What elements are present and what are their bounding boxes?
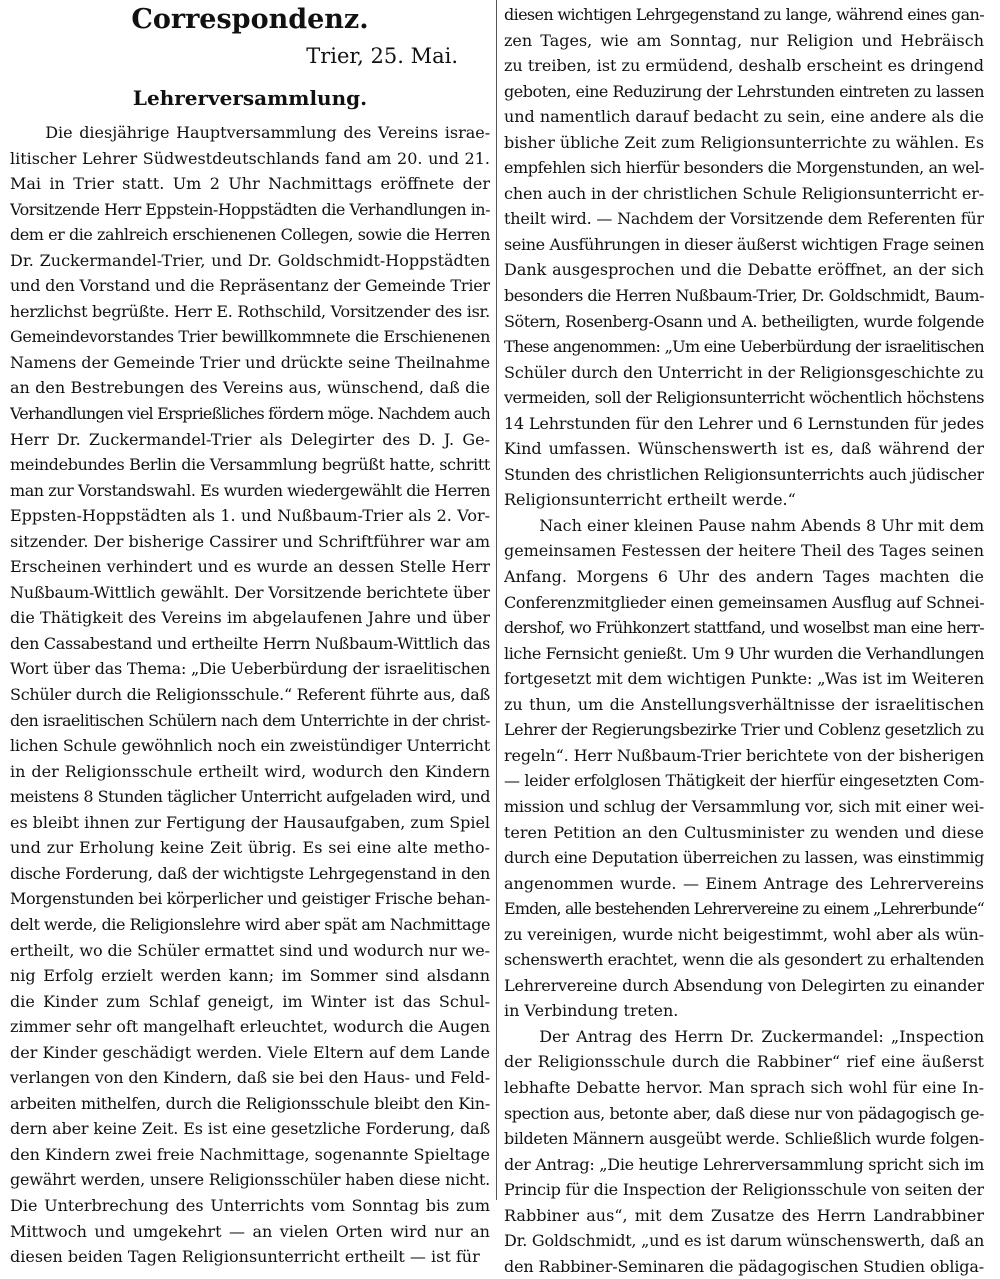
- text-line: Der Antrag des Herrn Dr. Zuckermandel: „Inspection: [539, 1026, 984, 1046]
- text-line: meistens 8 Stunden täglicher Unterricht aufgeladen wird, und: [10, 787, 490, 807]
- text-line: lebhafte Debatte hervor. Man sprach sich wohl für eine In-: [504, 1077, 984, 1097]
- right-column: [504, 0, 984, 1279]
- text-line: den Cassabestand und ertheilte Herrn Nußbaum-Wittlich das: [10, 633, 490, 653]
- text-line: der Religionsschule durch die Rabbiner“ rief eine äußerst: [504, 1052, 984, 1072]
- text-line: den Kindern zwei freie Nachmittage, sogenannte Spieltage: [10, 1144, 490, 1164]
- text-line: diesen beiden Tagen Religionsunterricht ertheilt — ist für: [10, 1247, 480, 1267]
- text-line: Mai in Trier statt. Um 2 Uhr Nachmittags eröffnete der: [10, 174, 490, 194]
- text-line: arbeiten mithelfen, durch die Religionsschule bleibt den Kin-: [10, 1093, 490, 1113]
- text-line: Dank ausgesprochen und die Debatte eröffnet, an der sich: [504, 260, 984, 280]
- text-line: Sötern, Rosenberg-Osann und A. betheiligten, wurde folgende: [504, 311, 984, 331]
- text-line: Kind umfassen. Wünschenswerth ist es, daß während der: [504, 439, 984, 459]
- text-line: Eppsten-Hoppstädten als 1. und Nußbaum-Trier als 2. Vor-: [10, 506, 490, 526]
- text-line: durch eine Deputation überreichen zu lassen, was einstimmig: [504, 848, 984, 868]
- text-line: dem er die zahlreich erschienenen Collegen, sowie die Herren: [10, 225, 490, 245]
- text-line: besonders die Herren Nußbaum-Trier, Dr. Goldschmidt, Baum-: [504, 286, 984, 306]
- text-line: den israelitischen Schülern nach dem Unterrichte in der christ-: [10, 710, 490, 730]
- text-line: diesen wichtigen Lehrgegenstand zu lange, während eines gan-: [504, 5, 984, 24]
- text-line: zu thun, um die Anstellungsverhältnisse der israelitischen: [504, 694, 984, 714]
- section-heading: Lehrerversammlung.: [132, 86, 368, 110]
- text-line: Rabbiner aus“, mit dem Zusatze des Herrn Landrabbiner: [504, 1205, 984, 1225]
- text-line: Anfang. Morgens 6 Uhr des andern Tages machten die: [504, 567, 984, 587]
- text-line: dern aber keine Zeit. Es ist eine gesetzliche Forderung, daß: [10, 1119, 490, 1139]
- text-line: Stunden des christlichen Religionsunterrichts auch jüdischer: [504, 464, 984, 484]
- text-line: und namentlich darauf bedacht zu sein, eine andere als die: [504, 107, 984, 127]
- text-line: zimmer sehr oft mangelhaft erleuchtet, wodurch die Augen: [10, 1017, 490, 1037]
- text-line: Mittwoch und umgekehrt — an vielen Orten wird nur an: [10, 1221, 490, 1241]
- text-line: die Kinder zum Schlaf geneigt, im Winter ist das Schul-: [10, 991, 490, 1011]
- text-line: liche Fernsicht genießt. Um 9 Uhr wurden die Verhandlungen: [504, 643, 984, 663]
- text-line: empfehlen sich hierfür besonders die Morgenstunden, an wel-: [504, 158, 984, 178]
- text-line: These angenommen: „Um eine Ueberbürdung der israelitischen: [504, 337, 984, 357]
- text-line: regeln“. Herr Nußbaum-Trier berichtete von der bisherigen: [504, 745, 984, 765]
- text-line: an den Bestrebungen des Vereins aus, wünschend, daß die: [10, 378, 490, 398]
- text-line: der Antrag: „Die heutige Lehrerversammlung spricht sich im: [504, 1154, 984, 1174]
- text-line: herzlichst begrüßte. Herr E. Rothschild, Vorsitzender des isr.: [10, 301, 490, 321]
- text-line: teren Petition an den Cultusminister zu wenden und diese: [504, 822, 984, 842]
- text-line: theilt wird. — Nachdem der Vorsitzende dem Referenten für: [504, 209, 984, 229]
- text-line: die Thätigkeit des Vereins im abgelaufenen Jahre und über: [10, 608, 490, 628]
- text-line: Morgenstunden bei körperlicher und geistiger Frische behan-: [10, 889, 490, 909]
- text-line: Namens der Gemeinde Trier und drückte seine Theilnahme: [10, 352, 490, 372]
- text-line: Dr. Goldschmidt, „und es ist darum wünschenswerth, daß an: [504, 1231, 984, 1251]
- text-line: meindebundes Berlin die Versammlung begrüßt hatte, schritt: [10, 455, 490, 475]
- text-line: geboten, eine Reduzirung der Lehrstunden eintreten zu lassen: [504, 81, 984, 101]
- text-line: Wort über das Thema: „Die Ueberbürdung der israelitischen: [10, 659, 490, 679]
- text-line: Lehrer der Regierungsbezirke Trier und Coblenz gesetzlich zu: [504, 720, 984, 740]
- text-line: Schüler durch die Religionsschule.“ Referent führte aus, daß: [10, 685, 490, 705]
- text-line: Nußbaum-Wittlich gewählt. Der Vorsitzende berichtete über: [10, 582, 490, 602]
- text-line: es bleibt ihnen zur Fertigung der Hausaufgaben, zum Spiel: [10, 812, 490, 832]
- text-line: fortgesetzt mit dem wichtigen Punkte: „Was ist im Weiteren: [504, 669, 984, 689]
- dateline: Trier, 25. Mai.: [306, 44, 458, 68]
- text-line: Vorsitzende Herr Eppstein-Hoppstädten die Verhandlungen in-: [10, 199, 490, 219]
- text-line: Princip für die Inspection der Religionsschule von seiten der: [504, 1180, 984, 1200]
- text-line: in der Religionsschule ertheilt wird, wodurch den Kindern: [10, 761, 490, 781]
- text-line: Die Unterbrechung des Unterrichts vom Sonntag bis zum: [10, 1195, 490, 1215]
- text-line: verlangen von den Kindern, daß sie bei den Haus- und Feld-: [10, 1068, 490, 1088]
- text-line: 14 Lehrstunden für den Lehrer und 6 Lernstunden für jedes: [504, 413, 984, 433]
- text-line: Nach einer kleinen Pause nahm Abends 8 Uhr mit dem: [539, 515, 984, 535]
- text-line: Die diesjährige Hauptversammlung des Vereins israe-: [45, 123, 490, 142]
- text-line: Gemeindevorstandes Trier bewillkommnete die Erschienenen: [10, 327, 490, 347]
- text-line: und zur Erholung keine Zeit übrig. Es sei eine alte metho-: [10, 838, 490, 858]
- text-line: — leider erfolglosen Thätigkeit der hierfür eingesetzten Com-: [504, 771, 984, 791]
- text-line: schenswerth erachtet, wenn die als gesondert zu erhaltenden: [504, 950, 984, 970]
- text-line: dische Forderung, daß der wichtigste Lehrgegenstand in den: [10, 863, 490, 883]
- text-line: zu vereinigen, wurde nicht beigestimmt, wohl aber als wün-: [504, 924, 984, 944]
- text-line: delt werde, die Religionslehre wird aber spät am Nachmittage: [10, 914, 490, 934]
- text-line: seine Ausführungen in dieser äußerst wichtigen Frage seinen: [504, 234, 984, 254]
- text-line: litischer Lehrer Südwestdeutschlands fand am 20. und 21.: [10, 148, 490, 168]
- text-line: sitzender. Der bisherige Cassirer und Schriftführer war am: [10, 531, 490, 551]
- column-divider: [496, 0, 497, 1200]
- left-column: [10, 0, 490, 1270]
- text-line: nig Erfolg erzielt werden kann; im Sommer sind alsdann: [10, 966, 490, 986]
- right-column-body: [504, 0, 984, 1279]
- text-line: gemeinsamen Festessen der heitere Theil des Tages seinen: [504, 541, 984, 561]
- text-line: lichen Schule gewöhnlich noch ein zweistündiger Unterricht: [10, 736, 490, 756]
- text-line: Conferenzmitglieder einen gemeinsamen Ausflug auf Schnei-: [504, 592, 984, 612]
- text-line: spection aus, betonte aber, daß diese nur von pädagogisch ge-: [504, 1103, 984, 1123]
- text-line: zen Tages, wie am Sonntag, nur Religion und Hebräisch: [504, 30, 984, 50]
- text-line: Verhandlungen viel Ersprießliches fördern möge. Nachdem auch: [10, 404, 490, 424]
- text-line: mission und schlug der Versammlung vor, sich mit einer wei-: [504, 796, 984, 816]
- text-line: der Kinder geschädigt werden. Viele Eltern auf dem Lande: [10, 1042, 490, 1062]
- text-line: gewährt werden, unsere Religionsschüler haben diese nicht.: [10, 1170, 490, 1190]
- text-line: angenommen wurde. — Einem Antrage des Lehrervereins: [504, 873, 984, 893]
- text-line: Religionsunterricht ertheilt werde.“: [504, 490, 796, 510]
- text-line: chen auch in der christlichen Schule Religionsunterricht er-: [504, 183, 984, 203]
- text-line: ertheilt, wo die Schüler ermattet sind und wodurch nur we-: [10, 940, 490, 960]
- text-line: den Rabbiner-Seminaren die pädagogischen Studien obliga-: [504, 1256, 984, 1276]
- text-line: Lehrervereine durch Absendung von Delegirten zu einander: [504, 975, 984, 995]
- text-line: man zur Vorstandswahl. Es wurden wiedergewählt die Herren: [10, 480, 490, 500]
- text-line: dershof, wo Frühkonzert stattfand, und woselbst man eine herr-: [504, 618, 984, 638]
- text-line: zu treiben, ist zu ermüdend, deshalb erscheint es dringend: [504, 56, 984, 76]
- text-line: bisher übliche Zeit zum Religionsunterrichte zu wählen. Es: [504, 132, 984, 152]
- text-line: in Verbindung treten.: [504, 1001, 679, 1021]
- text-line: Herr Dr. Zuckermandel-Trier als Delegirter des D. J. Ge-: [10, 429, 490, 449]
- text-line: Schüler durch den Unterricht in der Religionsgeschichte zu: [504, 362, 984, 382]
- article-title: Correspondenz.: [131, 4, 369, 35]
- text-line: Dr. Zuckermandel-Trier, und Dr. Goldschmidt-Hoppstädten: [10, 250, 490, 270]
- text-line: vermeiden, soll der Religionsunterricht wöchentlich höchstens: [504, 388, 984, 408]
- text-line: und den Vorstand und die Repräsentanz der Gemeinde Trier: [10, 276, 490, 296]
- text-line: bildeten Männern ausgeübt werde. Schließlich wurde folgen-: [504, 1129, 984, 1149]
- text-line: Emden, alle bestehenden Lehrervereine zu einem „Lehrerbunde“: [504, 899, 984, 919]
- text-line: Erscheinen verhindert und es wurde an dessen Stelle Herr: [10, 557, 490, 577]
- left-column-body: [10, 120, 490, 1270]
